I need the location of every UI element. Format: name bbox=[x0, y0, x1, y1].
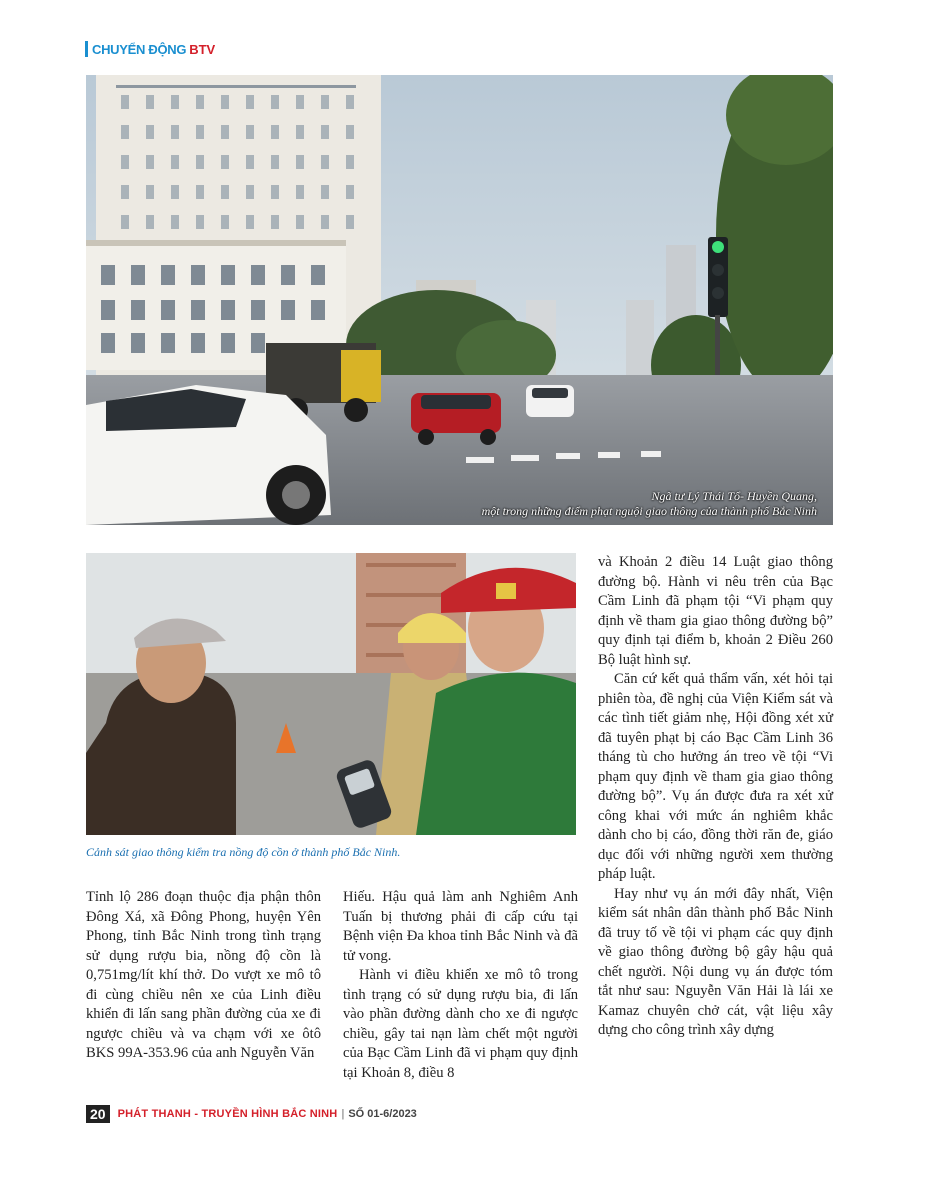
paragraph: Hiếu. Hậu quả làm anh Nghiêm Anh Tuấn bị thương phải đi cấp cứu tại Bệnh viện Đa khoa tỉnh Bắc Ninh và đã tử vong. bbox=[343, 889, 578, 964]
footer-separator: | bbox=[341, 1108, 345, 1120]
article-column-3 bbox=[598, 553, 833, 1041]
caption-line-2: một trong những điểm phạt nguội giao thông của thành phố Bắc Ninh bbox=[481, 504, 817, 518]
street-photo-image bbox=[86, 75, 833, 525]
police-photo-image bbox=[86, 553, 576, 835]
issue-number: SỐ 01-6/2023 bbox=[348, 1108, 417, 1120]
brand-label: BTV bbox=[189, 41, 216, 57]
article-column-2 bbox=[343, 888, 578, 1083]
paragraph: Căn cứ kết quả thẩm vấn, xét hỏi tại phiên tòa, đề nghị của Viện Kiểm sát và các tình tiết giảm nhẹ, Hội đồng xét xử đã tuyên phạt bị cáo Bạc Cầm Linh 36 tháng tù cho hưởng án treo về tội “Vi phạm quy định về tham gia giao thông đường bộ”. Vụ án được đưa ra xét xử công khai với mức án nghiêm khắc dành cho bị cáo, đồng thời răn đe, giáo dục đối với những người xem thường pháp luật. bbox=[598, 671, 833, 882]
page-footer bbox=[86, 1104, 417, 1124]
publication-name: PHÁT THANH - TRUYỀN HÌNH BẮC NINH bbox=[117, 1108, 338, 1120]
street-photo bbox=[86, 75, 833, 525]
paragraph: Hay như vụ án mới đây nhất, Viện kiểm sát nhân dân thành phố Bắc Ninh đã truy tố về tội vi phạm các quy định về giao thông đường bộ gây hậu quả chết người. Nội dung vụ án được tóm tắt như sau: Nguyễn Văn Hải là lái xe Kamaz chuyên chở cát, vật liệu xây dựng cho công trình xây dựng bbox=[598, 885, 833, 1038]
caption-line-1: Ngã tư Lý Thái Tổ- Huyền Quang, bbox=[651, 489, 817, 503]
page-number: 20 bbox=[86, 1105, 110, 1123]
paragraph: Tỉnh lộ 286 đoạn thuộc địa phận thôn Đông Xá, xã Đông Phong, huyện Yên Phong, tỉnh Bắc Ninh trong tình trạng sử dụng rượu bia, nồng độ cồn là 0,751mg/lít khí thở. Do vượt xe mô tô đi cùng chiều nên xe của Linh điều khiển đi lấn sang phần đường của xe đi ngược chiều và va chạm với xe ôtô BKS 99A-353.96 của anh Nguyễn Văn bbox=[86, 889, 321, 1061]
header-bar bbox=[85, 41, 88, 57]
paragraph: và Khoản 2 điều 14 Luật giao thông đường bộ. Hành vi nêu trên của Bạc Cầm Linh đã phạm tội “Vi phạm quy định về tham gia giao thông đường bộ” quy định tại điểm b, khoản 2 Điều 260 Bộ luật hình sự. bbox=[598, 554, 833, 668]
article-column-1 bbox=[86, 888, 321, 1064]
section-header bbox=[85, 40, 215, 58]
paragraph: Hành vi điều khiển xe mô tô trong tình trạng có sử dụng rượu bia, đi lấn vào phần đường dành cho xe đi ngược chiều, gây tai nạn làm chết một người của Bạc Cầm Linh đã vi phạm quy định tại Khoản 8, điều 8 bbox=[343, 967, 578, 1081]
section-title: CHUYỂN ĐỘNG bbox=[92, 41, 187, 57]
street-photo-caption bbox=[482, 489, 817, 519]
police-photo bbox=[86, 553, 576, 835]
police-photo-caption: Cảnh sát giao thông kiểm tra nồng độ cồn ở thành phố Bắc Ninh. bbox=[86, 845, 401, 859]
